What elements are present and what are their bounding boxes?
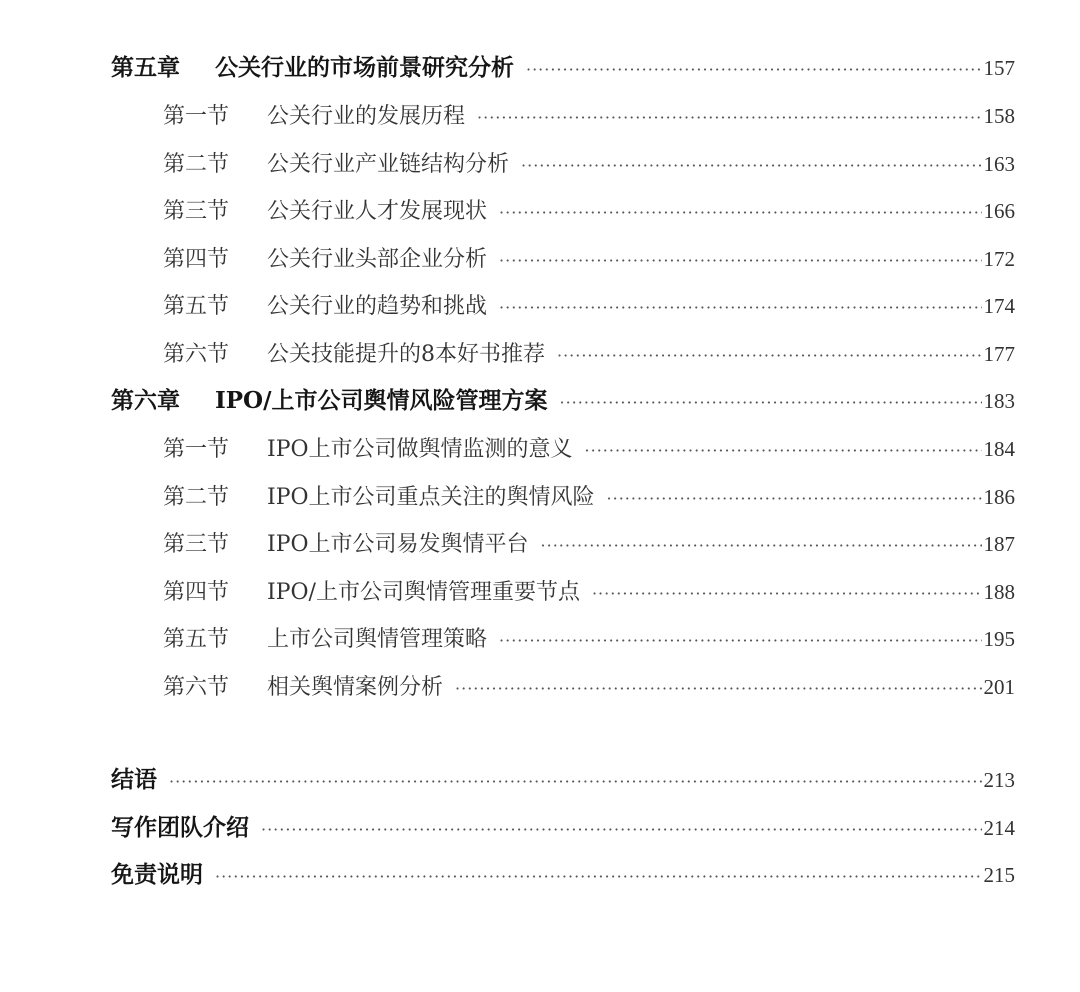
section-title: 公关技能提升的8本好书推荐 bbox=[267, 342, 545, 367]
toc-section[interactable] bbox=[163, 244, 1015, 274]
toc-section[interactable] bbox=[163, 672, 1015, 702]
page-number: 177 bbox=[983, 342, 1015, 366]
chapter-title: 公关行业的市场前景研究分析 bbox=[215, 54, 514, 81]
page-number: 183 bbox=[983, 389, 1015, 413]
page-number: 163 bbox=[983, 152, 1015, 176]
toc-chapter-5[interactable] bbox=[111, 53, 1015, 83]
dot-leader bbox=[169, 767, 982, 797]
section-title: IPO/上市公司舆情管理重要节点 bbox=[267, 580, 580, 605]
dot-leader bbox=[526, 55, 982, 85]
section-number: 第五节 bbox=[163, 627, 230, 652]
page-number: 184 bbox=[983, 437, 1015, 461]
section-title: 公关行业的发展历程 bbox=[267, 104, 466, 129]
back-matter-title: 结语 bbox=[111, 766, 157, 793]
section-title: IPO上市公司重点关注的舆情风险 bbox=[267, 485, 595, 510]
dot-leader bbox=[499, 293, 981, 323]
section-title: IPO上市公司易发舆情平台 bbox=[267, 532, 529, 557]
section-number: 第四节 bbox=[163, 580, 230, 605]
page-number: 174 bbox=[983, 294, 1015, 318]
back-matter-title: 免责说明 bbox=[111, 861, 203, 888]
section-number: 第一节 bbox=[163, 437, 230, 462]
dot-leader bbox=[521, 151, 981, 181]
section-number: 第三节 bbox=[163, 532, 230, 557]
section-title: IPO上市公司做舆情监测的意义 bbox=[267, 437, 573, 462]
section-title: 公关行业头部企业分析 bbox=[267, 247, 488, 272]
toc-back-matter-team[interactable] bbox=[111, 813, 1015, 843]
dot-leader bbox=[215, 862, 982, 892]
section-number: 第二节 bbox=[163, 152, 230, 177]
page-number: 158 bbox=[983, 104, 1015, 128]
toc-section[interactable] bbox=[163, 196, 1015, 226]
section-title: 公关行业的趋势和挑战 bbox=[267, 294, 488, 319]
page-number: 172 bbox=[983, 247, 1015, 271]
dot-leader bbox=[592, 579, 982, 609]
toc-section[interactable] bbox=[163, 339, 1015, 369]
section-title: 公关行业产业链结构分析 bbox=[267, 152, 510, 177]
dot-leader bbox=[499, 246, 981, 276]
dot-leader bbox=[499, 626, 981, 656]
dot-leader bbox=[560, 388, 982, 418]
section-title: 上市公司舆情管理策略 bbox=[267, 627, 488, 652]
back-matter-title: 写作团队介绍 bbox=[111, 814, 249, 841]
page-number: 187 bbox=[983, 532, 1015, 556]
toc-back-matter-conclusion[interactable] bbox=[111, 765, 1015, 795]
toc-section[interactable] bbox=[163, 529, 1015, 559]
dot-leader bbox=[261, 815, 982, 845]
section-number: 第四节 bbox=[163, 247, 230, 272]
toc-section[interactable] bbox=[163, 577, 1015, 607]
chapter-title: IPO/上市公司舆情风险管理方案 bbox=[215, 387, 548, 414]
page-number: 195 bbox=[983, 627, 1015, 651]
section-number: 第二节 bbox=[163, 485, 230, 510]
dot-leader bbox=[477, 103, 981, 133]
toc-section[interactable] bbox=[163, 101, 1015, 131]
toc-section[interactable] bbox=[163, 624, 1015, 654]
dot-leader bbox=[541, 531, 982, 561]
chapter-number: 第六章 bbox=[111, 387, 180, 414]
page-number: 213 bbox=[983, 768, 1015, 792]
section-number: 第六节 bbox=[163, 342, 230, 367]
page-number: 214 bbox=[983, 816, 1015, 840]
page-number: 215 bbox=[983, 863, 1015, 887]
section-number: 第一节 bbox=[163, 104, 230, 129]
toc-section[interactable] bbox=[163, 434, 1015, 464]
toc-section[interactable] bbox=[163, 291, 1015, 321]
chapter-number: 第五章 bbox=[111, 54, 180, 81]
section-number: 第三节 bbox=[163, 199, 230, 224]
section-number: 第六节 bbox=[163, 675, 230, 700]
section-title: 公关行业人才发展现状 bbox=[267, 199, 488, 224]
section-number: 第五节 bbox=[163, 294, 230, 319]
dot-leader bbox=[585, 436, 982, 466]
page-number: 201 bbox=[983, 675, 1015, 699]
toc-section[interactable] bbox=[163, 149, 1015, 179]
toc-section[interactable] bbox=[163, 482, 1015, 512]
dot-leader bbox=[499, 198, 981, 228]
page-number: 166 bbox=[983, 199, 1015, 223]
dot-leader bbox=[557, 341, 982, 371]
page-number: 188 bbox=[983, 580, 1015, 604]
page-number: 157 bbox=[983, 56, 1015, 80]
toc-back-matter-disclaimer[interactable] bbox=[111, 860, 1015, 890]
section-title: 相关舆情案例分析 bbox=[267, 675, 444, 700]
toc-chapter-6[interactable] bbox=[111, 386, 1015, 416]
dot-leader bbox=[607, 484, 982, 514]
dot-leader bbox=[455, 674, 981, 704]
page-number: 186 bbox=[983, 485, 1015, 509]
